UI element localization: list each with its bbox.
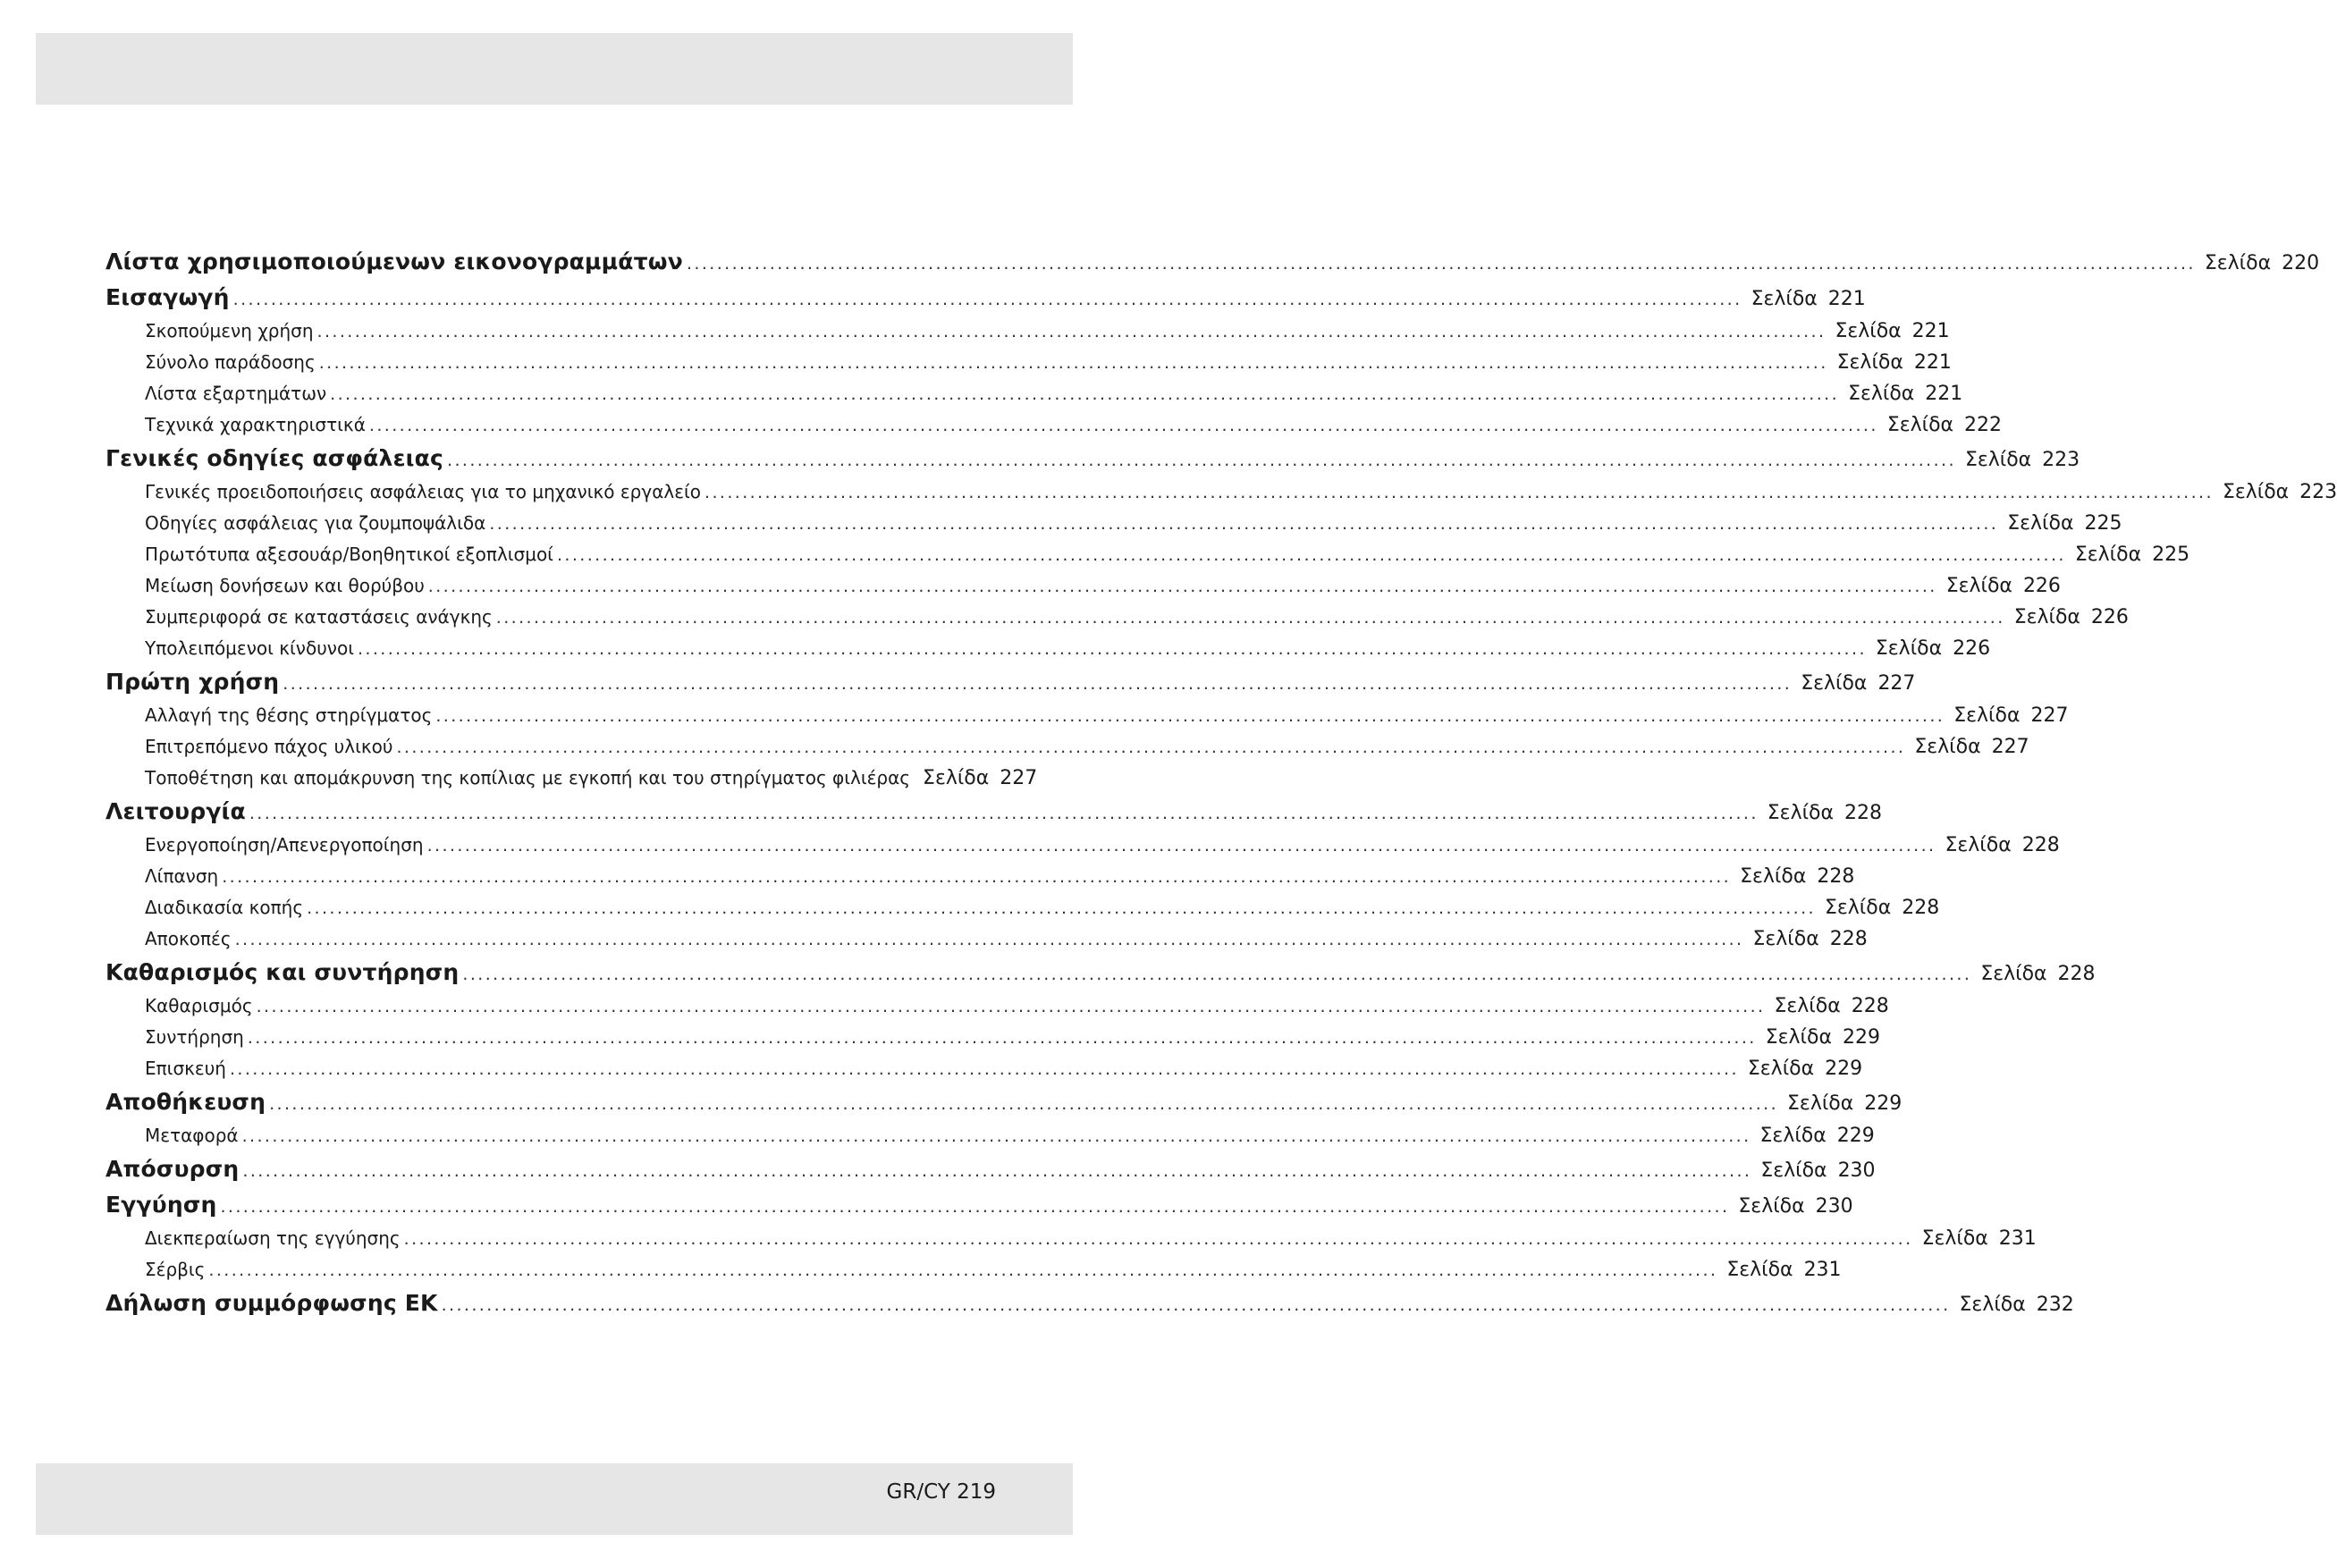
page-word: Σελίδα [1759, 1125, 1827, 1147]
toc-entry-label: Πρώτη χρήση [105, 669, 280, 695]
page-word: Σελίδα [1835, 320, 1902, 342]
toc-page-reference [2007, 512, 2122, 535]
dot-leader: ........................................................................................................................................................................................................ [396, 738, 1906, 757]
toc-subsection[interactable] [105, 512, 2122, 544]
toc-entry-label: Τοποθέτηση και απομάκρυνση της κοπίλιας με εγκοπή και του στηρίγματος φιλιέρας [145, 767, 911, 788]
toc-entry-label: Συμπεριφορά σε καταστάσεις ανάγκης [145, 606, 493, 628]
toc-section[interactable] [105, 959, 2096, 995]
toc-entry-label: Επισκευή [145, 1058, 226, 1079]
page-number-ref: 229 [1842, 1026, 1880, 1049]
page-number-ref: 229 [1864, 1092, 1903, 1115]
page-word: Σελίδα [1914, 736, 1981, 758]
page-word: Σελίδα [1953, 704, 2021, 727]
page-word: Σελίδα [923, 767, 990, 789]
toc-entry-label: Σέρβις [145, 1259, 206, 1280]
toc-entry-label: Διαδικασία κοπής [145, 897, 304, 918]
dot-leader: ........................................................................................................................................................................................................ [495, 608, 2005, 628]
toc-page-reference [1922, 1227, 2037, 1250]
toc-page-reference [1774, 995, 1888, 1017]
toc-entry-label: Μείωση δονήσεων και θορύβου [145, 575, 425, 596]
dot-leader: ........................................................................................................................................................................................................ [229, 1059, 1739, 1079]
toc-entry-label: Καθαρισμός και συντήρηση [105, 959, 460, 985]
dot-leader: ........................................................................................................................................................................................................ [318, 353, 1828, 373]
toc-page-reference [1768, 802, 1882, 824]
toc-subsection[interactable] [105, 1026, 1880, 1058]
page-word: Σελίδα [1964, 449, 2032, 471]
toc-subsection[interactable] [105, 481, 2337, 512]
toc-section[interactable] [105, 1290, 2074, 1326]
toc-page-reference [1953, 704, 2068, 727]
dot-leader: ........................................................................................................................................................................................................ [249, 804, 1759, 823]
toc-subsection[interactable] [105, 897, 1940, 928]
dot-leader: ........................................................................................................................................................................................................ [222, 867, 1732, 887]
page-word: Σελίδα [1740, 865, 1807, 888]
toc-entry-label: Σύνολο παράδοσης [145, 351, 316, 373]
toc-subsection[interactable] [105, 544, 2190, 575]
dot-leader: ........................................................................................................................................................................................................ [556, 545, 2066, 565]
toc-entry-label: Υπολειπόμενοι κίνδυνοι [145, 637, 354, 659]
toc-entry-label: Λίστα εξαρτημάτων [145, 383, 327, 404]
toc-page-reference [1748, 1058, 1862, 1080]
toc-subsection[interactable] [105, 383, 1963, 414]
page-word: Σελίδα [1760, 1159, 1827, 1182]
page-word: Σελίδα [1765, 1026, 1832, 1049]
toc-entry-label: Συντήρηση [145, 1026, 244, 1048]
toc-entry-label: Εισαγωγή [105, 284, 230, 310]
dot-leader: ........................................................................................................................................................................................................ [686, 254, 2196, 274]
toc-page-reference [1945, 834, 2059, 856]
toc-page-reference [2014, 606, 2129, 628]
toc-subsection[interactable] [105, 320, 1950, 351]
dot-leader: ........................................................................................................................................................................................................ [234, 930, 1744, 949]
page-number: GR/CY 219 [886, 1480, 996, 1504]
toc-entry-label: Ενεργοποίηση/Απενεργοποίηση [145, 834, 424, 856]
dot-leader: ........................................................................................................................................................................................................ [704, 483, 2214, 502]
header-band [36, 33, 1073, 105]
page-number-ref: 221 [1913, 351, 1952, 374]
page-number-ref: 227 [1877, 672, 1916, 695]
toc-page-reference [1753, 928, 1868, 950]
toc-entry-label: Τεχνικά χαρακτηριστικά [145, 414, 366, 435]
toc-entry-label: Λίστα χρησιμοποιούμενων εικονογραμμάτων [105, 249, 683, 274]
toc-page-reference [923, 767, 1037, 789]
toc-page-reference [1760, 1125, 1875, 1147]
toc-subsection[interactable] [105, 767, 1038, 798]
page-number-ref: 226 [2090, 606, 2129, 628]
page-word: Σελίδα [1726, 1259, 1793, 1281]
page-number-ref: 221 [1911, 320, 1950, 342]
toc-subsection[interactable] [105, 834, 2060, 865]
table-of-contents [105, 249, 2337, 1326]
page-number-ref: 227 [1991, 736, 2029, 758]
dot-leader: ........................................................................................................................................................................................................ [489, 514, 1999, 534]
toc-section[interactable] [105, 1089, 1903, 1125]
page-number-ref: 228 [1817, 865, 1855, 888]
page-word: Σελίδα [1886, 414, 1954, 436]
page-number-ref: 228 [2021, 834, 2060, 856]
page-number-ref: 227 [2030, 704, 2069, 727]
toc-subsection[interactable] [105, 606, 2129, 637]
toc-page-reference [1848, 383, 1962, 405]
toc-entry-label: Αποθήκευση [105, 1089, 266, 1115]
toc-section[interactable] [105, 798, 1882, 834]
toc-section[interactable] [105, 1192, 1853, 1227]
page-word: Σελίδα [1747, 1058, 1815, 1080]
page-number-ref: 232 [2036, 1294, 2074, 1316]
toc-page-reference [1914, 736, 2029, 758]
toc-entry-label: Γενικές προειδοποιήσεις ασφάλειας για το μηχανικό εργαλείο [145, 481, 702, 502]
dot-leader: ........................................................................................................................................................................................................ [427, 577, 1937, 596]
dot-leader: ........................................................................................................................................................................................................ [247, 1028, 1757, 1048]
toc-subsection[interactable] [105, 1259, 1842, 1290]
toc-section[interactable] [105, 249, 2320, 284]
toc-page-reference [2205, 252, 2319, 274]
page-word: Σελίδα [1836, 351, 1903, 374]
toc-page-reference [1887, 414, 2002, 436]
toc-subsection[interactable] [105, 637, 1991, 669]
page-number-ref: 229 [1836, 1125, 1875, 1147]
page-word: Σελίδα [1787, 1092, 1854, 1115]
toc-entry-label: Διεκπεραίωση της εγγύησης [145, 1227, 401, 1249]
page-number-ref: 231 [1998, 1227, 2037, 1250]
page-number-ref: 229 [1825, 1058, 1863, 1080]
toc-section[interactable] [105, 1156, 1876, 1192]
page-number-ref: 230 [1837, 1159, 1876, 1182]
page-word: Σελίδα [1751, 288, 1818, 310]
page-word: Σελίδα [1980, 963, 2047, 985]
toc-entry-label: Επιτρεπόμενο πάχος υλικού [145, 736, 393, 757]
page-number-ref: 223 [2042, 449, 2080, 471]
toc-page-reference [1946, 575, 2061, 597]
dot-leader: ........................................................................................................................................................................................................ [403, 1229, 1913, 1249]
page-word: Σελίδα [1767, 802, 1834, 824]
page-word: Σελίδα [1801, 672, 1868, 695]
page-word: Σελίδα [1921, 1227, 1988, 1250]
toc-subsection[interactable] [105, 865, 1855, 897]
toc-subsection[interactable] [105, 1058, 1863, 1089]
page-number-ref: 220 [2282, 252, 2320, 274]
page-word: Σελίδα [2013, 606, 2080, 628]
toc-subsection[interactable] [105, 414, 2003, 445]
page-number-ref: 225 [2084, 512, 2122, 535]
toc-subsection[interactable] [105, 995, 1889, 1026]
toc-entry-label: Αλλαγή της θέσης στηρίγματος [145, 704, 433, 726]
toc-entry-label: Οδηγίες ασφάλειας για ζουμποψάλιδα [145, 512, 486, 534]
toc-entry-label: Απόσυρση [105, 1156, 240, 1182]
page-word: Σελίδα [1875, 637, 1943, 660]
toc-section[interactable] [105, 284, 1866, 320]
toc-section[interactable] [105, 669, 1916, 704]
page-word: Σελίδα [1848, 383, 1915, 405]
dot-leader: ........................................................................................................................................................................................................ [447, 451, 1956, 470]
dot-leader: ........................................................................................................................................................................................................ [357, 639, 1867, 659]
toc-subsection[interactable] [105, 575, 2061, 606]
page-word: Σελίδα [1959, 1294, 2026, 1316]
toc-section[interactable] [105, 445, 2080, 481]
page-word: Σελίδα [1945, 575, 2012, 597]
toc-entry-label: Λειτουργία [105, 798, 246, 824]
dot-leader: ........................................................................................................................................................................................................ [330, 384, 1840, 404]
page-number-ref: 225 [2152, 544, 2190, 566]
page-number-ref: 228 [1829, 928, 1868, 950]
page-word: Σελίδα [1738, 1195, 1805, 1218]
page-number-ref: 228 [1902, 897, 1940, 919]
page-number-ref: 228 [1844, 802, 1882, 824]
dot-leader: ........................................................................................................................................................................................................ [462, 965, 1972, 984]
page-number-ref: 228 [1851, 995, 1889, 1017]
dot-leader: ........................................................................................................................................................................................................ [232, 290, 1742, 309]
dot-leader: ........................................................................................................................................................................................................ [220, 1197, 1730, 1217]
dot-leader: ........................................................................................................................................................................................................ [316, 322, 1827, 341]
toc-page-reference [1835, 320, 1949, 342]
page-number-ref: 226 [1953, 637, 1991, 660]
toc-entry-label: Μεταφορά [145, 1125, 239, 1146]
toc-entry-label: Πρωτότυπα αξεσουάρ/Βοηθητικοί εξοπλισμοί [145, 544, 553, 565]
page-number-ref: 227 [1000, 767, 1038, 789]
page-number-ref: 221 [1925, 383, 1963, 405]
toc-page-reference [1740, 865, 1854, 888]
toc-page-reference [1837, 351, 1952, 374]
toc-page-reference [2075, 544, 2189, 566]
toc-page-reference [1738, 1195, 1852, 1218]
page-word: Σελίδα [2204, 252, 2272, 274]
toc-page-reference [1876, 637, 1990, 660]
toc-subsection[interactable] [105, 1227, 2037, 1259]
toc-entry-label: Σκοπούμενη χρήση [145, 320, 314, 341]
page-number-ref: 228 [2057, 963, 2096, 985]
page-word: Σελίδα [2007, 512, 2074, 535]
toc-page-reference [1980, 963, 2095, 985]
dot-leader: ........................................................................................................................................................................................................ [283, 674, 1793, 694]
toc-entry-label: Λίπανση [145, 865, 219, 887]
toc-page-reference [1965, 449, 2080, 471]
toc-page-reference [1825, 897, 1939, 919]
page-word: Σελίδα [2222, 481, 2290, 503]
toc-entry-label: Καθαρισμός [145, 995, 253, 1016]
page-number-ref: 222 [1964, 414, 2003, 436]
toc-page-reference [1760, 1159, 1875, 1182]
toc-page-reference [1960, 1294, 2074, 1316]
toc-page-reference [1801, 672, 1915, 695]
dot-leader: ........................................................................................................................................................................................................ [241, 1126, 1751, 1146]
page-number-ref: 223 [2299, 481, 2337, 503]
page-word: Σελίδα [1752, 928, 1819, 950]
dot-leader: ........................................................................................................................................................................................................ [256, 997, 1766, 1016]
page-word: Σελίδα [1774, 995, 1841, 1017]
page-number-ref: 226 [2022, 575, 2061, 597]
page-word: Σελίδα [2074, 544, 2142, 566]
toc-page-reference [1766, 1026, 1880, 1049]
page-number-ref: 231 [1803, 1259, 1842, 1281]
toc-subsection[interactable] [105, 928, 1868, 959]
toc-page-reference [1751, 288, 1866, 310]
dot-leader: ........................................................................................................................................................................................................ [208, 1260, 1718, 1280]
page-number-ref: 221 [1827, 288, 1866, 310]
toc-entry-label: Δήλωση συμμόρφωσης ΕΚ [105, 1290, 438, 1316]
toc-subsection[interactable] [105, 704, 2069, 736]
dot-leader: ........................................................................................................................................................................................................ [435, 706, 1945, 726]
toc-page-reference [2223, 481, 2337, 503]
page-word: Σελίδα [1825, 897, 1892, 919]
dot-leader: ........................................................................................................................................................................................................ [307, 898, 1816, 918]
toc-page-reference [1726, 1259, 1841, 1281]
page-word: Σελίδα [1945, 834, 2012, 856]
toc-page-reference [1787, 1092, 1902, 1115]
dot-leader: ........................................................................................................................................................................................................ [368, 416, 1878, 435]
toc-subsection[interactable] [105, 736, 2029, 767]
dot-leader: ........................................................................................................................................................................................................ [426, 836, 1936, 856]
toc-entry-label: Γενικές οδηγίες ασφάλειας [105, 445, 444, 471]
dot-leader: ........................................................................................................................................................................................................ [269, 1094, 1779, 1114]
toc-subsection[interactable] [105, 1125, 1875, 1156]
dot-leader: ........................................................................................................................................................................................................ [441, 1295, 1951, 1315]
toc-entry-label: Εγγύηση [105, 1192, 217, 1218]
toc-subsection[interactable] [105, 351, 1952, 383]
dot-leader: ........................................................................................................................................................................................................ [242, 1161, 1752, 1181]
toc-entry-label: Αποκοπές [145, 928, 232, 949]
page-number-ref: 230 [1815, 1195, 1853, 1218]
